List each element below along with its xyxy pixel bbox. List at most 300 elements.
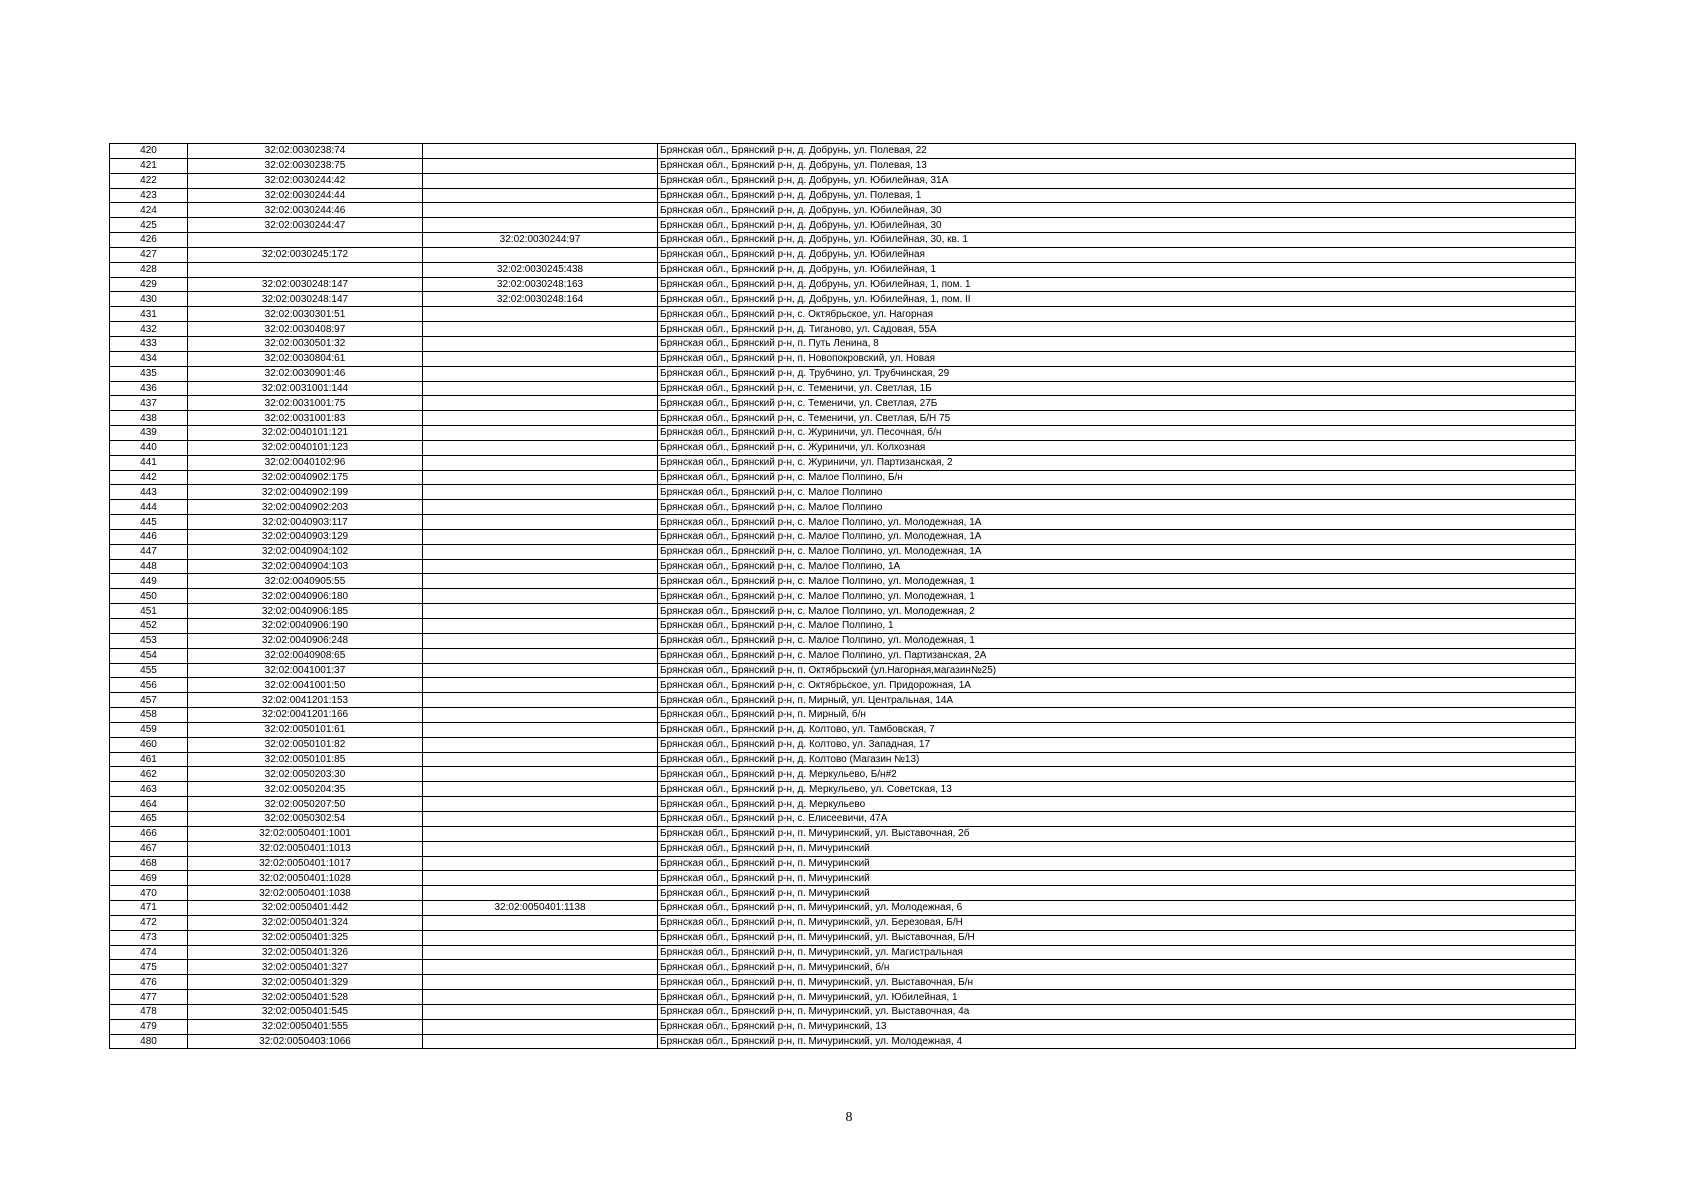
land-cadastral-number-cell: 32:02:0050401:327 xyxy=(188,960,423,975)
object-cadastral-number-cell xyxy=(423,203,658,218)
row-number-cell: 456 xyxy=(110,678,188,693)
address-cell: Брянская обл., Брянский р-н, п. Мичуринский, ул. Выставочная, Б/Н xyxy=(658,930,1576,945)
table-row xyxy=(110,515,1576,530)
row-number-cell: 435 xyxy=(110,366,188,381)
land-cadastral-number-cell: 32:02:0040904:103 xyxy=(188,559,423,574)
table-row xyxy=(110,440,1576,455)
table-row xyxy=(110,529,1576,544)
land-cadastral-number-cell: 32:02:0040101:123 xyxy=(188,440,423,455)
address-cell: Брянская обл., Брянский р-н, д. Добрунь, ул. Полевая, 22 xyxy=(658,144,1576,159)
land-cadastral-number-cell: 32:02:0030244:47 xyxy=(188,218,423,233)
object-cadastral-number-cell xyxy=(423,856,658,871)
land-cadastral-number-cell: 32:02:0030804:61 xyxy=(188,351,423,366)
row-number-cell: 463 xyxy=(110,782,188,797)
object-cadastral-number-cell xyxy=(423,797,658,812)
object-cadastral-number-cell xyxy=(423,1019,658,1034)
land-cadastral-number-cell: 32:02:0040906:190 xyxy=(188,619,423,634)
land-cadastral-number-cell xyxy=(188,262,423,277)
land-cadastral-number-cell: 32:02:0030238:74 xyxy=(188,144,423,159)
address-cell: Брянская обл., Брянский р-н, с. Журиничи, ул. Партизанская, 2 xyxy=(658,455,1576,470)
object-cadastral-number-cell xyxy=(423,975,658,990)
address-cell: Брянская обл., Брянский р-н, п. Мичуринский, ул. Молодежная, 6 xyxy=(658,901,1576,916)
land-cadastral-number-cell: 32:02:0040904:102 xyxy=(188,544,423,559)
object-cadastral-number-cell xyxy=(423,544,658,559)
row-number-cell: 441 xyxy=(110,455,188,470)
object-cadastral-number-cell xyxy=(423,515,658,530)
registry-table-body xyxy=(110,144,1576,1049)
table-row xyxy=(110,322,1576,337)
object-cadastral-number-cell xyxy=(423,366,658,381)
land-cadastral-number-cell: 32:02:0040903:129 xyxy=(188,529,423,544)
object-cadastral-number-cell xyxy=(423,218,658,233)
table-row xyxy=(110,841,1576,856)
land-cadastral-number-cell: 32:02:0050401:1017 xyxy=(188,856,423,871)
table-row xyxy=(110,574,1576,589)
address-cell: Брянская обл., Брянский р-н, п. Мичуринский, 13 xyxy=(658,1019,1576,1034)
row-number-cell: 437 xyxy=(110,396,188,411)
table-row xyxy=(110,1019,1576,1034)
row-number-cell: 430 xyxy=(110,292,188,307)
object-cadastral-number-cell xyxy=(423,500,658,515)
object-cadastral-number-cell xyxy=(423,396,658,411)
land-cadastral-number-cell: 32:02:0030501:32 xyxy=(188,336,423,351)
row-number-cell: 461 xyxy=(110,752,188,767)
address-cell: Брянская обл., Брянский р-н, с. Журиничи, ул. Песочная, б/н xyxy=(658,426,1576,441)
land-cadastral-number-cell: 32:02:0041001:37 xyxy=(188,663,423,678)
land-cadastral-number-cell: 32:02:0040101:121 xyxy=(188,426,423,441)
land-cadastral-number-cell: 32:02:0050401:1001 xyxy=(188,826,423,841)
table-row xyxy=(110,767,1576,782)
object-cadastral-number-cell xyxy=(423,619,658,634)
row-number-cell: 420 xyxy=(110,144,188,159)
table-row xyxy=(110,930,1576,945)
object-cadastral-number-cell xyxy=(423,485,658,500)
land-cadastral-number-cell: 32:02:0040102:96 xyxy=(188,455,423,470)
table-row xyxy=(110,1004,1576,1019)
table-row xyxy=(110,277,1576,292)
table-row xyxy=(110,945,1576,960)
land-cadastral-number-cell: 32:02:0030301:51 xyxy=(188,307,423,322)
object-cadastral-number-cell xyxy=(423,1004,658,1019)
table-row xyxy=(110,663,1576,678)
address-cell: Брянская обл., Брянский р-н, п. Мирный, ул. Центральная, 14А xyxy=(658,693,1576,708)
row-number-cell: 467 xyxy=(110,841,188,856)
row-number-cell: 469 xyxy=(110,871,188,886)
row-number-cell: 423 xyxy=(110,188,188,203)
table-row xyxy=(110,188,1576,203)
object-cadastral-number-cell xyxy=(423,144,658,159)
row-number-cell: 426 xyxy=(110,233,188,248)
row-number-cell: 427 xyxy=(110,247,188,262)
row-number-cell: 451 xyxy=(110,604,188,619)
table-row xyxy=(110,901,1576,916)
land-cadastral-number-cell: 32:02:0050401:1013 xyxy=(188,841,423,856)
row-number-cell: 474 xyxy=(110,945,188,960)
land-cadastral-number-cell: 32:02:0050101:85 xyxy=(188,752,423,767)
table-row xyxy=(110,797,1576,812)
object-cadastral-number-cell xyxy=(423,663,658,678)
row-number-cell: 432 xyxy=(110,322,188,337)
row-number-cell: 460 xyxy=(110,737,188,752)
address-cell: Брянская обл., Брянский р-н, п. Мичуринский, ул. Выставочная, 2б xyxy=(658,826,1576,841)
object-cadastral-number-cell xyxy=(423,915,658,930)
table-row xyxy=(110,158,1576,173)
object-cadastral-number-cell xyxy=(423,247,658,262)
land-cadastral-number-cell: 32:02:0030248:147 xyxy=(188,292,423,307)
address-cell: Брянская обл., Брянский р-н, с. Малое Полпино, 1А xyxy=(658,559,1576,574)
land-cadastral-number-cell: 32:02:0040905:55 xyxy=(188,574,423,589)
address-cell: Брянская обл., Брянский р-н, п. Мичуринский xyxy=(658,871,1576,886)
land-cadastral-number-cell: 32:02:0041201:166 xyxy=(188,708,423,723)
table-row xyxy=(110,426,1576,441)
table-row xyxy=(110,648,1576,663)
object-cadastral-number-cell: 32:02:0030248:163 xyxy=(423,277,658,292)
land-cadastral-number-cell: 32:02:0030901:46 xyxy=(188,366,423,381)
address-cell: Брянская обл., Брянский р-н, п. Путь Ленина, 8 xyxy=(658,336,1576,351)
address-cell: Брянская обл., Брянский р-н, с. Малое Полпино, ул. Молодежная, 1 xyxy=(658,574,1576,589)
row-number-cell: 429 xyxy=(110,277,188,292)
table-row xyxy=(110,396,1576,411)
land-cadastral-number-cell: 32:02:0050401:1028 xyxy=(188,871,423,886)
table-row xyxy=(110,619,1576,634)
address-cell: Брянская обл., Брянский р-н, д. Добрунь, ул. Юбилейная, 1 xyxy=(658,262,1576,277)
object-cadastral-number-cell xyxy=(423,693,658,708)
land-cadastral-number-cell: 32:02:0040906:248 xyxy=(188,633,423,648)
table-row xyxy=(110,485,1576,500)
table-row xyxy=(110,722,1576,737)
address-cell: Брянская обл., Брянский р-н, д. Колтово (Магазин №13) xyxy=(658,752,1576,767)
land-cadastral-number-cell: 32:02:0050401:1038 xyxy=(188,886,423,901)
object-cadastral-number-cell xyxy=(423,381,658,396)
table-row xyxy=(110,693,1576,708)
table-row xyxy=(110,678,1576,693)
address-cell: Брянская обл., Брянский р-н, д. Трубчино, ул. Трубчинская, 29 xyxy=(658,366,1576,381)
land-cadastral-number-cell: 32:02:0050401:528 xyxy=(188,990,423,1005)
address-cell: Брянская обл., Брянский р-н, с. Малое Полпино xyxy=(658,485,1576,500)
object-cadastral-number-cell xyxy=(423,158,658,173)
row-number-cell: 453 xyxy=(110,633,188,648)
address-cell: Брянская обл., Брянский р-н, д. Добрунь, ул. Юбилейная, 30 xyxy=(658,218,1576,233)
address-cell: Брянская обл., Брянский р-н, с. Теменичи, ул. Светлая, 27Б xyxy=(658,396,1576,411)
object-cadastral-number-cell xyxy=(423,589,658,604)
land-cadastral-number-cell: 32:02:0050401:329 xyxy=(188,975,423,990)
land-cadastral-number-cell: 32:02:0050101:82 xyxy=(188,737,423,752)
address-cell: Брянская обл., Брянский р-н, с. Малое Полпино, ул. Молодежная, 2 xyxy=(658,604,1576,619)
land-cadastral-number-cell: 32:02:0050401:325 xyxy=(188,930,423,945)
address-cell: Брянская обл., Брянский р-н, д. Добрунь, ул. Полевая, 13 xyxy=(658,158,1576,173)
object-cadastral-number-cell xyxy=(423,648,658,663)
row-number-cell: 445 xyxy=(110,515,188,530)
object-cadastral-number-cell xyxy=(423,990,658,1005)
address-cell: Брянская обл., Брянский р-н, с. Малое Полпино, ул. Партизанская, 2А xyxy=(658,648,1576,663)
table-row xyxy=(110,366,1576,381)
row-number-cell: 421 xyxy=(110,158,188,173)
object-cadastral-number-cell xyxy=(423,440,658,455)
address-cell: Брянская обл., Брянский р-н, с. Малое Полпино, ул. Молодежная, 1 xyxy=(658,589,1576,604)
object-cadastral-number-cell xyxy=(423,1034,658,1049)
object-cadastral-number-cell: 32:02:0030248:164 xyxy=(423,292,658,307)
table-row xyxy=(110,559,1576,574)
object-cadastral-number-cell xyxy=(423,411,658,426)
object-cadastral-number-cell xyxy=(423,336,658,351)
row-number-cell: 470 xyxy=(110,886,188,901)
land-cadastral-number-cell: 32:02:0031001:75 xyxy=(188,396,423,411)
object-cadastral-number-cell xyxy=(423,678,658,693)
object-cadastral-number-cell xyxy=(423,752,658,767)
table-row xyxy=(110,633,1576,648)
row-number-cell: 454 xyxy=(110,648,188,663)
land-cadastral-number-cell: 32:02:0040902:175 xyxy=(188,470,423,485)
land-cadastral-number-cell: 32:02:0050204:35 xyxy=(188,782,423,797)
object-cadastral-number-cell xyxy=(423,633,658,648)
table-row xyxy=(110,990,1576,1005)
row-number-cell: 446 xyxy=(110,529,188,544)
address-cell: Брянская обл., Брянский р-н, п. Октябрьский (ул.Нагорная,магазин№25) xyxy=(658,663,1576,678)
address-cell: Брянская обл., Брянский р-н, с. Журиничи, ул. Колхозная xyxy=(658,440,1576,455)
table-row xyxy=(110,737,1576,752)
address-cell: Брянская обл., Брянский р-н, д. Добрунь, ул. Юбилейная, 1, пом. 1 xyxy=(658,277,1576,292)
land-cadastral-number-cell: 32:02:0030245:172 xyxy=(188,247,423,262)
address-cell: Брянская обл., Брянский р-н, п. Мичуринский xyxy=(658,886,1576,901)
table-row xyxy=(110,336,1576,351)
object-cadastral-number-cell xyxy=(423,426,658,441)
object-cadastral-number-cell xyxy=(423,574,658,589)
table-row xyxy=(110,604,1576,619)
address-cell: Брянская обл., Брянский р-н, с. Октябрьское, ул. Придорожная, 1А xyxy=(658,678,1576,693)
object-cadastral-number-cell xyxy=(423,529,658,544)
object-cadastral-number-cell xyxy=(423,307,658,322)
address-cell: Брянская обл., Брянский р-н, с. Малое Полпино, ул. Молодежная, 1 xyxy=(658,633,1576,648)
address-cell: Брянская обл., Брянский р-н, п. Мирный, б/н xyxy=(658,708,1576,723)
object-cadastral-number-cell xyxy=(423,945,658,960)
object-cadastral-number-cell xyxy=(423,767,658,782)
table-row xyxy=(110,500,1576,515)
land-cadastral-number-cell: 32:02:0030244:44 xyxy=(188,188,423,203)
land-cadastral-number-cell: 32:02:0050403:1066 xyxy=(188,1034,423,1049)
address-cell: Брянская обл., Брянский р-н, с. Малое Полпино, 1 xyxy=(658,619,1576,634)
row-number-cell: 471 xyxy=(110,901,188,916)
page-number: 8 xyxy=(845,1110,853,1125)
land-cadastral-number-cell: 32:02:0040902:203 xyxy=(188,500,423,515)
object-cadastral-number-cell xyxy=(423,886,658,901)
table-row xyxy=(110,871,1576,886)
object-cadastral-number-cell xyxy=(423,841,658,856)
table-row xyxy=(110,915,1576,930)
land-cadastral-number-cell: 32:02:0050203:30 xyxy=(188,767,423,782)
row-number-cell: 440 xyxy=(110,440,188,455)
address-cell: Брянская обл., Брянский р-н, с. Теменичи, ул. Светлая, 1Б xyxy=(658,381,1576,396)
table-row xyxy=(110,975,1576,990)
table-row xyxy=(110,886,1576,901)
address-cell: Брянская обл., Брянский р-н, д. Колтово, ул. Тамбовская, 7 xyxy=(658,722,1576,737)
object-cadastral-number-cell xyxy=(423,930,658,945)
address-cell: Брянская обл., Брянский р-н, д. Добрунь, ул. Юбилейная, 1, пом. II xyxy=(658,292,1576,307)
table-row xyxy=(110,455,1576,470)
row-number-cell: 422 xyxy=(110,173,188,188)
land-cadastral-number-cell: 32:02:0031001:83 xyxy=(188,411,423,426)
address-cell: Брянская обл., Брянский р-н, д. Колтово, ул. Западная, 17 xyxy=(658,737,1576,752)
address-cell: Брянская обл., Брянский р-н, д. Меркульево, ул. Советская, 13 xyxy=(658,782,1576,797)
address-cell: Брянская обл., Брянский р-н, с. Елисеевичи, 47А xyxy=(658,811,1576,826)
address-cell: Брянская обл., Брянский р-н, д. Добрунь, ул. Полевая, 1 xyxy=(658,188,1576,203)
row-number-cell: 468 xyxy=(110,856,188,871)
land-cadastral-number-cell: 32:02:0030244:42 xyxy=(188,173,423,188)
row-number-cell: 477 xyxy=(110,990,188,1005)
object-cadastral-number-cell xyxy=(423,737,658,752)
table-row xyxy=(110,233,1576,248)
row-number-cell: 480 xyxy=(110,1034,188,1049)
address-cell: Брянская обл., Брянский р-н, п. Мичуринский, ул. Березовая, Б/Н xyxy=(658,915,1576,930)
table-row xyxy=(110,752,1576,767)
object-cadastral-number-cell xyxy=(423,960,658,975)
land-cadastral-number-cell: 32:02:0030238:75 xyxy=(188,158,423,173)
row-number-cell: 479 xyxy=(110,1019,188,1034)
address-cell: Брянская обл., Брянский р-н, п. Мичуринский, ул. Юбилейная, 1 xyxy=(658,990,1576,1005)
row-number-cell: 443 xyxy=(110,485,188,500)
address-cell: Брянская обл., Брянский р-н, п. Мичуринский, б/н xyxy=(658,960,1576,975)
table-row xyxy=(110,708,1576,723)
object-cadastral-number-cell xyxy=(423,826,658,841)
object-cadastral-number-cell xyxy=(423,811,658,826)
table-row xyxy=(110,381,1576,396)
object-cadastral-number-cell xyxy=(423,322,658,337)
registry-table xyxy=(109,143,1576,1049)
table-row xyxy=(110,544,1576,559)
address-cell: Брянская обл., Брянский р-н, п. Мичуринский xyxy=(658,856,1576,871)
address-cell: Брянская обл., Брянский р-н, д. Добрунь, ул. Юбилейная, 30 xyxy=(658,203,1576,218)
table-row xyxy=(110,960,1576,975)
address-cell: Брянская обл., Брянский р-н, д. Тиганово, ул. Садовая, 55А xyxy=(658,322,1576,337)
row-number-cell: 448 xyxy=(110,559,188,574)
row-number-cell: 444 xyxy=(110,500,188,515)
land-cadastral-number-cell: 32:02:0031001:144 xyxy=(188,381,423,396)
row-number-cell: 438 xyxy=(110,411,188,426)
object-cadastral-number-cell xyxy=(423,559,658,574)
address-cell: Брянская обл., Брянский р-н, с. Малое Полпино, Б/н xyxy=(658,470,1576,485)
land-cadastral-number-cell: 32:02:0041201:153 xyxy=(188,693,423,708)
object-cadastral-number-cell xyxy=(423,871,658,886)
land-cadastral-number-cell: 32:02:0040906:180 xyxy=(188,589,423,604)
row-number-cell: 450 xyxy=(110,589,188,604)
row-number-cell: 442 xyxy=(110,470,188,485)
land-cadastral-number-cell: 32:02:0050207:50 xyxy=(188,797,423,812)
object-cadastral-number-cell xyxy=(423,782,658,797)
table-row xyxy=(110,470,1576,485)
row-number-cell: 434 xyxy=(110,351,188,366)
land-cadastral-number-cell: 32:02:0030408:97 xyxy=(188,322,423,337)
table-row xyxy=(110,292,1576,307)
row-number-cell: 433 xyxy=(110,336,188,351)
land-cadastral-number-cell: 32:02:0030248:147 xyxy=(188,277,423,292)
land-cadastral-number-cell: 32:02:0030244:46 xyxy=(188,203,423,218)
land-cadastral-number-cell: 32:02:0040902:199 xyxy=(188,485,423,500)
address-cell: Брянская обл., Брянский р-н, д. Меркульево xyxy=(658,797,1576,812)
table-row xyxy=(110,856,1576,871)
address-cell: Брянская обл., Брянский р-н, п. Мичуринский, ул. Выставочная, 4а xyxy=(658,1004,1576,1019)
row-number-cell: 462 xyxy=(110,767,188,782)
land-cadastral-number-cell: 32:02:0040903:117 xyxy=(188,515,423,530)
address-cell: Брянская обл., Брянский р-н, д. Меркульево, Б/н#2 xyxy=(658,767,1576,782)
row-number-cell: 439 xyxy=(110,426,188,441)
table-row xyxy=(110,203,1576,218)
land-cadastral-number-cell: 32:02:0041001:50 xyxy=(188,678,423,693)
land-cadastral-number-cell: 32:02:0050401:326 xyxy=(188,945,423,960)
row-number-cell: 459 xyxy=(110,722,188,737)
address-cell: Брянская обл., Брянский р-н, п. Новопокровский, ул. Новая xyxy=(658,351,1576,366)
row-number-cell: 436 xyxy=(110,381,188,396)
object-cadastral-number-cell: 32:02:0050401:1138 xyxy=(423,901,658,916)
table-row xyxy=(110,173,1576,188)
row-number-cell: 466 xyxy=(110,826,188,841)
row-number-cell: 449 xyxy=(110,574,188,589)
table-row xyxy=(110,826,1576,841)
land-cadastral-number-cell: 32:02:0050401:545 xyxy=(188,1004,423,1019)
address-cell: Брянская обл., Брянский р-н, с. Теменичи, ул. Светлая, Б/Н 75 xyxy=(658,411,1576,426)
land-cadastral-number-cell: 32:02:0050101:61 xyxy=(188,722,423,737)
land-cadastral-number-cell: 32:02:0040908:65 xyxy=(188,648,423,663)
land-cadastral-number-cell: 32:02:0040906:185 xyxy=(188,604,423,619)
table-row xyxy=(110,218,1576,233)
address-cell: Брянская обл., Брянский р-н, п. Мичуринский xyxy=(658,841,1576,856)
object-cadastral-number-cell xyxy=(423,604,658,619)
address-cell: Брянская обл., Брянский р-н, п. Мичуринский, ул. Магистральная xyxy=(658,945,1576,960)
table-row xyxy=(110,1034,1576,1049)
row-number-cell: 457 xyxy=(110,693,188,708)
land-cadastral-number-cell: 32:02:0050401:324 xyxy=(188,915,423,930)
address-cell: Брянская обл., Брянский р-н, п. Мичуринский, ул. Молодежная, 4 xyxy=(658,1034,1576,1049)
table-row xyxy=(110,351,1576,366)
row-number-cell: 447 xyxy=(110,544,188,559)
object-cadastral-number-cell xyxy=(423,708,658,723)
row-number-cell: 473 xyxy=(110,930,188,945)
address-cell: Брянская обл., Брянский р-н, с. Малое Полпино xyxy=(658,500,1576,515)
address-cell: Брянская обл., Брянский р-н, п. Мичуринский, ул. Выставочная, Б/н xyxy=(658,975,1576,990)
table-row xyxy=(110,247,1576,262)
address-cell: Брянская обл., Брянский р-н, д. Добрунь, ул. Юбилейная xyxy=(658,247,1576,262)
object-cadastral-number-cell: 32:02:0030244:97 xyxy=(423,233,658,248)
land-cadastral-number-cell: 32:02:0050401:555 xyxy=(188,1019,423,1034)
address-cell: Брянская обл., Брянский р-н, с. Малое Полпино, ул. Молодежная, 1А xyxy=(658,515,1576,530)
address-cell: Брянская обл., Брянский р-н, д. Добрунь, ул. Юбилейная, 30, кв. 1 xyxy=(658,233,1576,248)
table-row xyxy=(110,411,1576,426)
table-row xyxy=(110,811,1576,826)
land-cadastral-number-cell: 32:02:0050302:54 xyxy=(188,811,423,826)
land-cadastral-number-cell: 32:02:0050401:442 xyxy=(188,901,423,916)
object-cadastral-number-cell xyxy=(423,722,658,737)
row-number-cell: 476 xyxy=(110,975,188,990)
row-number-cell: 425 xyxy=(110,218,188,233)
row-number-cell: 472 xyxy=(110,915,188,930)
table-row xyxy=(110,144,1576,159)
row-number-cell: 428 xyxy=(110,262,188,277)
row-number-cell: 424 xyxy=(110,203,188,218)
table-row xyxy=(110,262,1576,277)
table-row xyxy=(110,782,1576,797)
row-number-cell: 455 xyxy=(110,663,188,678)
row-number-cell: 475 xyxy=(110,960,188,975)
object-cadastral-number-cell: 32:02:0030245:438 xyxy=(423,262,658,277)
object-cadastral-number-cell xyxy=(423,173,658,188)
table-row xyxy=(110,307,1576,322)
object-cadastral-number-cell xyxy=(423,455,658,470)
address-cell: Брянская обл., Брянский р-н, с. Октябрьское, ул. Нагорная xyxy=(658,307,1576,322)
row-number-cell: 464 xyxy=(110,797,188,812)
row-number-cell: 452 xyxy=(110,619,188,634)
row-number-cell: 458 xyxy=(110,708,188,723)
row-number-cell: 478 xyxy=(110,1004,188,1019)
table-row xyxy=(110,589,1576,604)
row-number-cell: 465 xyxy=(110,811,188,826)
